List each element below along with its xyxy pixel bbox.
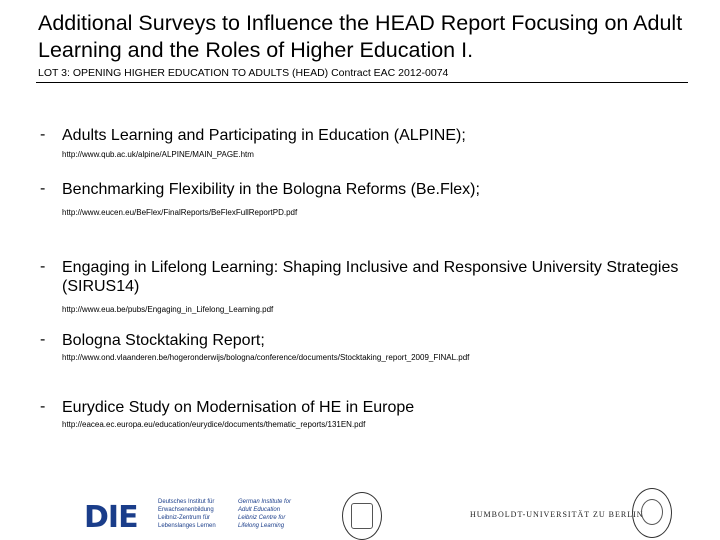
list-item — [40, 331, 700, 362]
list-item — [40, 126, 700, 159]
bullet-dash: - — [40, 331, 46, 348]
list-item — [40, 258, 700, 314]
item-heading: Bologna Stocktaking Report; — [62, 332, 265, 349]
humboldt-seal-icon — [632, 488, 672, 538]
item-heading: Adults Learning and Participating in Education (ALPINE); — [62, 127, 466, 144]
item-heading: Eurydice Study on Modernisation of HE in Europe — [62, 399, 415, 416]
item-heading: Benchmarking Flexibility in the Bologna Reforms (Be.Flex); — [62, 181, 480, 198]
bullet-dash: - — [40, 258, 46, 275]
list-item — [40, 180, 700, 217]
page-title: Additional Surveys to Influence the HEAD Report Focusing on Adult Learning and the Roles of Higher Education I. — [38, 11, 683, 62]
item-link[interactable]: http://www.eucen.eu/BeFlex/FinalReports/BeFlexFullReportPD.pdf — [62, 208, 298, 217]
university-seal-icon — [342, 492, 382, 540]
item-link[interactable]: http://www.qub.ac.uk/alpine/ALPINE/MAIN_PAGE.htm — [62, 150, 254, 159]
bullet-dash: - — [40, 126, 46, 143]
humboldt-wordmark: HUMBOLDT-UNIVERSITÄT ZU BERLIN — [470, 510, 644, 519]
bullet-dash: - — [40, 398, 46, 415]
item-link[interactable]: http://www.ond.vlaanderen.be/hogeronderwijs/bologna/conference/documents/Stocktaking_report_2009_FINAL.pdf — [62, 353, 470, 362]
page-subtitle: LOT 3: OPENING HIGHER EDUCATION TO ADULTS (HEAD) Contract EAC 2012-0074 — [38, 67, 449, 79]
item-link[interactable]: http://www.eua.be/pubs/Engaging_in_Lifelong_Learning.pdf — [62, 305, 274, 314]
footer-logos — [80, 484, 680, 540]
die-logo: DIE — [84, 500, 138, 535]
title-divider — [36, 82, 688, 83]
die-text-german: Deutsches Institut für Erwachsenenbildung Leibniz-Zentrum für Lebenslanges Lernen — [158, 499, 216, 529]
bullet-dash: - — [40, 180, 46, 197]
item-heading: Engaging in Lifelong Learning: Shaping Inclusive and Responsive University Strategies (SIRUS14) — [62, 259, 679, 295]
die-text-english: German Institute for Adult Education Leibniz Centre for Lifelong Learning — [238, 499, 292, 529]
list-item — [40, 398, 700, 429]
item-link[interactable]: http://eacea.ec.europa.eu/education/eurydice/documents/thematic_reports/131EN.pdf — [62, 420, 366, 429]
